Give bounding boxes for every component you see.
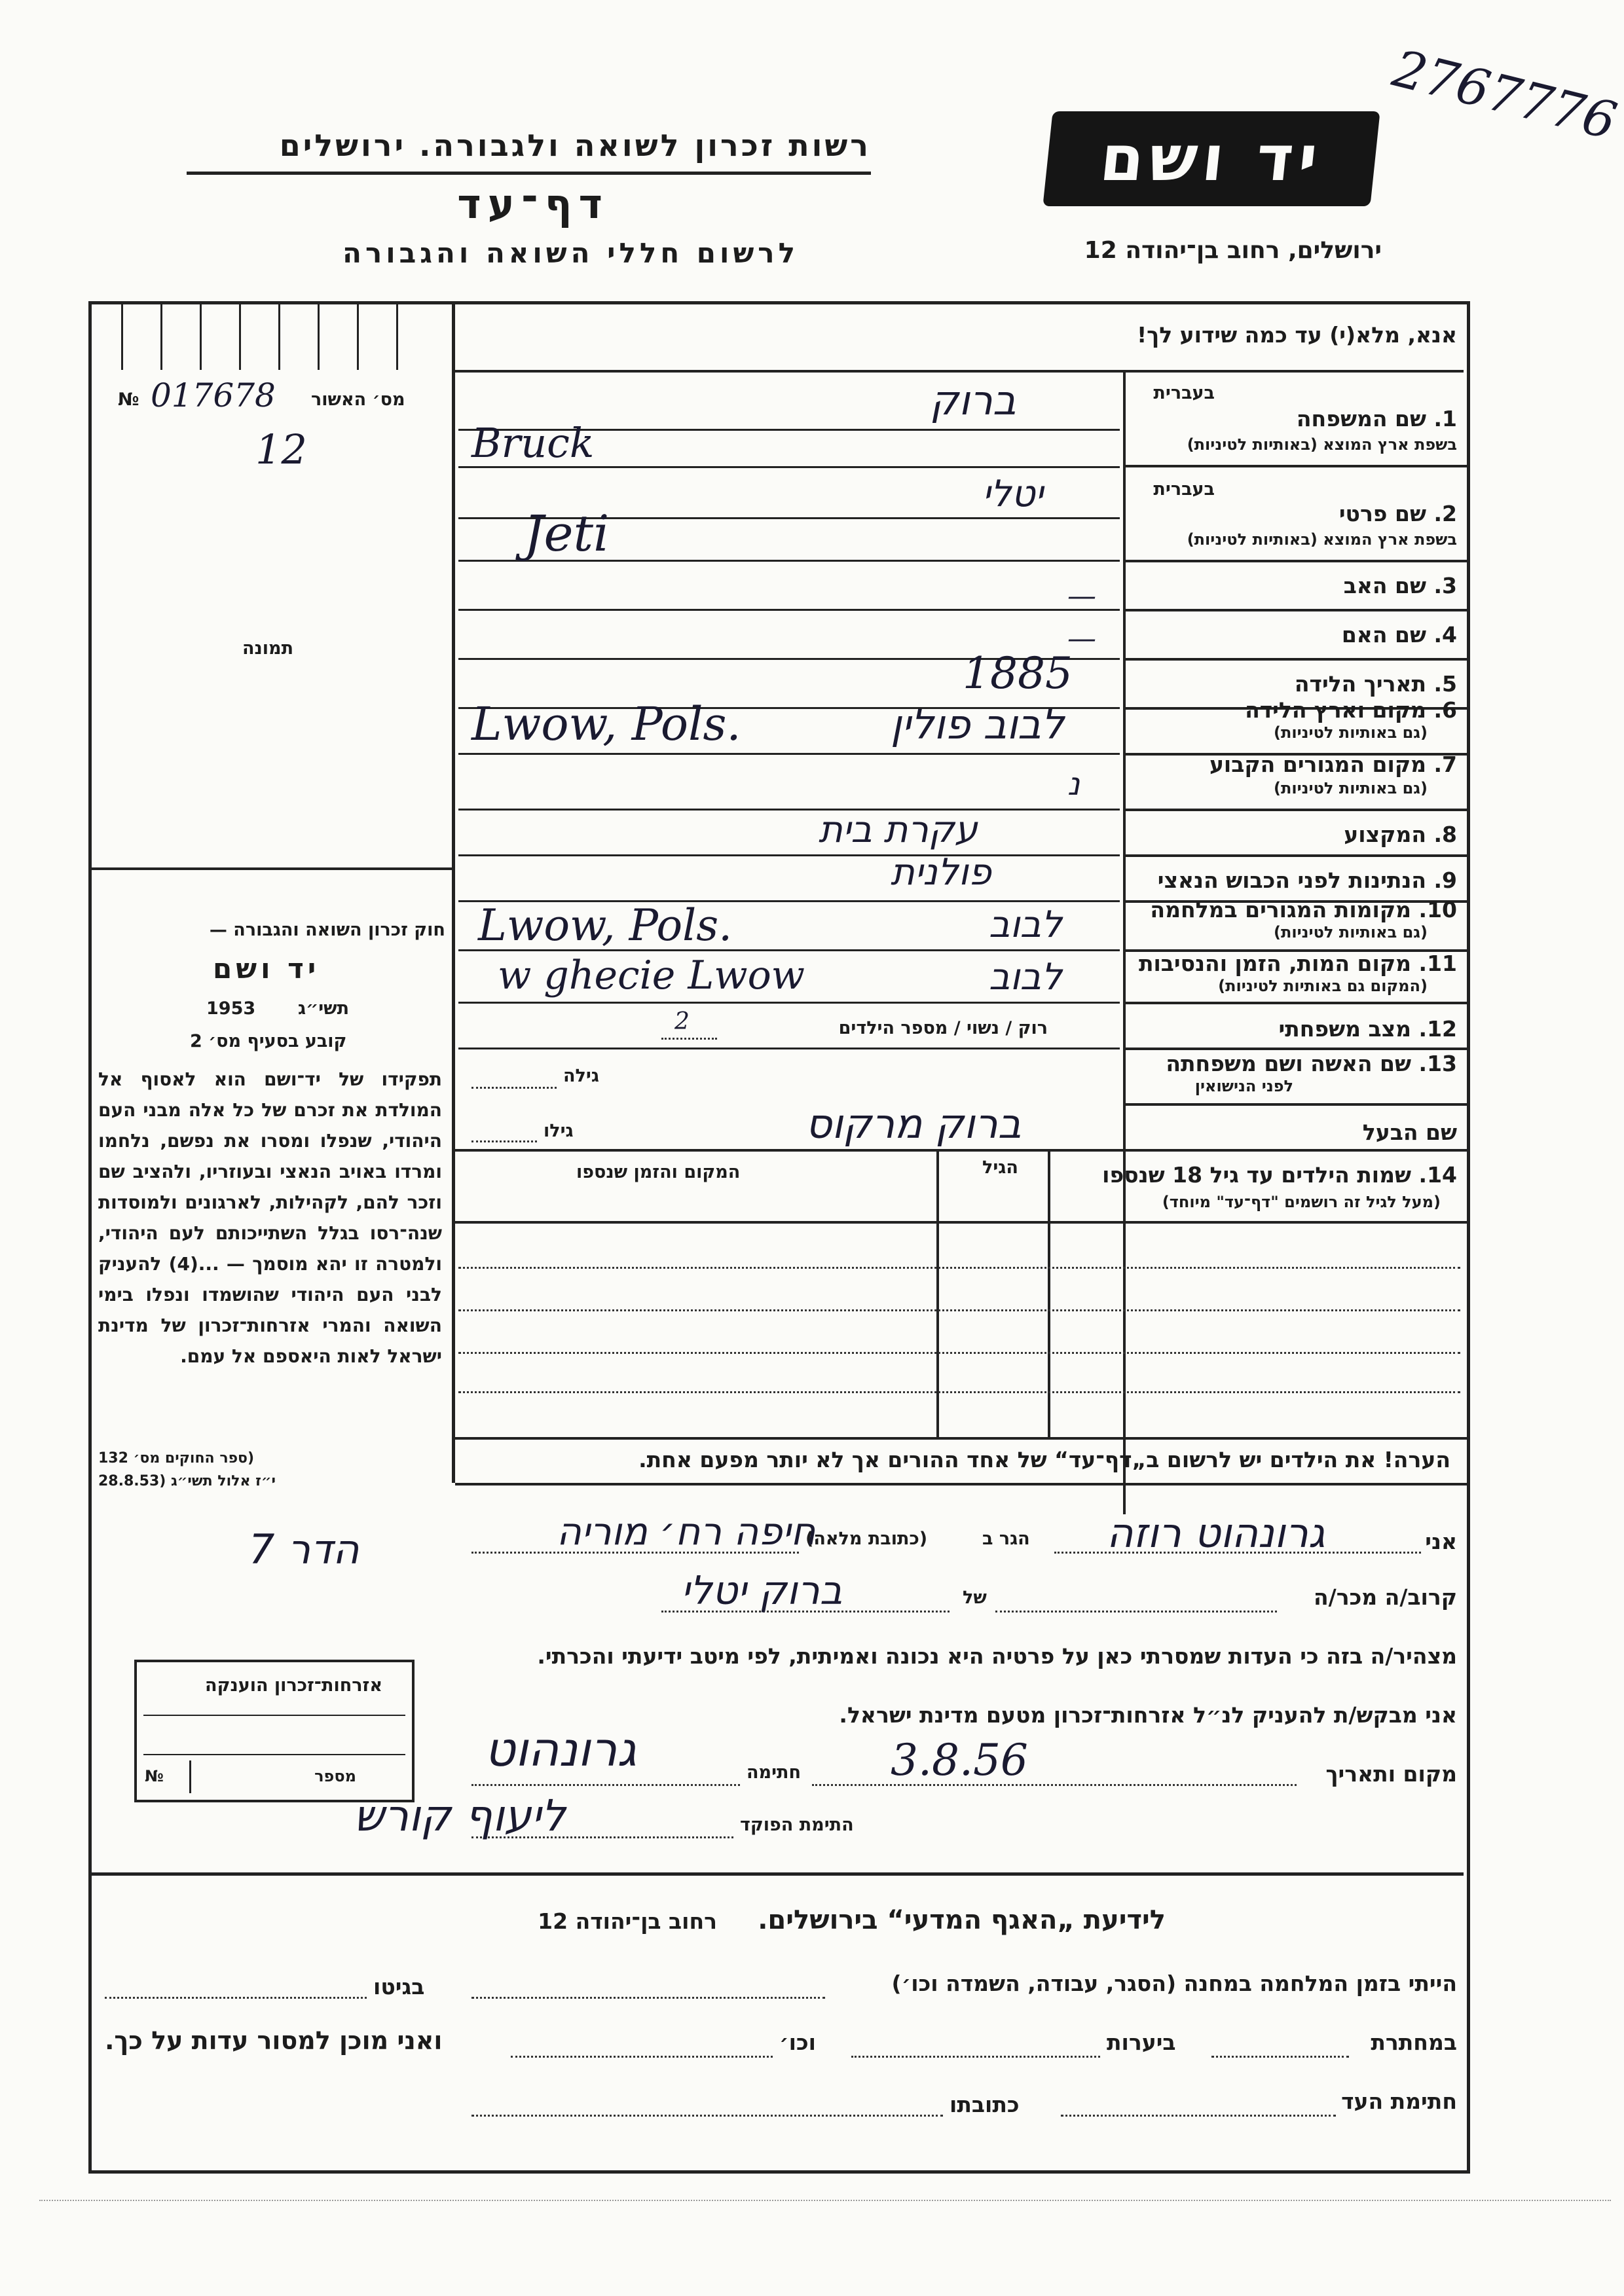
law-body-text: תפקידו של יד־ושם הוא לאסוף אל המולדת את זכרם של כל אלה מבני העם היהודי, שנפלו ומסרו את נפשם, נלחמו ומרדו באויב הנאצי ובעוזריו, ולהציב שם וזכר להם, לקהילות, לארגונים ולמוסדות שנה־רסו בגלל השתייכותם לעם היהודי, ולמטרה זו יהא מוסמך — ...(4) להעניק לבני העם היהודי שהושמדו ונפלו בימי השואה והמרי אזרחות־זכרון של מדינת ישראל לאות היאספם אל עמם. (98, 1068, 442, 1367)
footer-line2-c: וכו׳ (779, 2030, 816, 2055)
row-line (1123, 1002, 1467, 1004)
field6-value-lat: Lwow, Pols. (471, 697, 741, 751)
note: הערה! את הילדים יש לרשום ב„דף־עד“ של אחד ההורים אך לא יותר מפעם אחת. (638, 1447, 1450, 1472)
stub-line (200, 304, 202, 370)
decl-place-date-label: מקום ותאריך (1325, 1761, 1457, 1787)
field7-sub: (גם באותיות לטיניות) (1274, 779, 1428, 797)
footer-line1-end-dots (105, 1997, 367, 1999)
stub-line (396, 304, 398, 370)
field1-value-he: ברוק (930, 376, 1016, 424)
footer-title: לידיעת „האגף המדעי“ בירושלים. (758, 1905, 1166, 1935)
footer-line1-dots (471, 1997, 825, 1999)
law-box-top (92, 867, 452, 870)
law-year: 1953 (206, 998, 256, 1019)
law-section: קובע בסעיף מס׳ 2 (190, 1031, 347, 1051)
note-bottom (455, 1483, 1467, 1485)
field1-sub: בשפת ארץ המוצא (באותיות לטיניות) (1187, 435, 1457, 454)
row-line (1123, 609, 1467, 611)
footer-line1: הייתי בזמן המלחמה במחנה (הסגר, עבודה, השמדה וכו׳) (891, 1971, 1457, 1996)
field5-value: 1885 (963, 648, 1073, 699)
form-subtitle: לרשום חללי השואה והגבורה (342, 237, 799, 269)
field8-label: 8. המקצוע (1344, 822, 1457, 847)
field12-value: 2 (674, 1008, 690, 1035)
field13-sub: לפני הנישואין (1194, 1077, 1293, 1095)
children-dotted (458, 1267, 1460, 1269)
children-dotted (458, 1391, 1460, 1393)
decl-of-value: ברוק יטלי (681, 1568, 843, 1614)
footer-line2-a: במחתרת (1371, 2030, 1457, 2055)
left-column-divider (452, 304, 455, 1483)
age-dotted-line (471, 1087, 557, 1089)
decl-signature-line (471, 1784, 740, 1786)
husband-age-label: גילו (544, 1121, 574, 1141)
row-line (1123, 560, 1467, 562)
field4-label: 4. שם האם (1341, 622, 1457, 647)
children-dotted (458, 1352, 1460, 1354)
approval-suffix: 12 (255, 426, 307, 473)
children-row (455, 1221, 1467, 1224)
husband-value: ברוק מרקוס (805, 1100, 1022, 1148)
field2-sub: בשפת ארץ המוצא (באותיות לטיניות) (1187, 530, 1457, 549)
field12-label: 12. מצב משפחתי (1278, 1016, 1457, 1042)
archive-number: 2767776 (1387, 39, 1623, 152)
field3-value: — (1067, 579, 1096, 613)
footer-line3-a: חתימת העד (1341, 2088, 1457, 2114)
field6-label: 6. מקום וארץ הלידה (1245, 697, 1457, 723)
field2-hebrew-tag: בעברית (1153, 479, 1215, 500)
decl-officer-label: התימת הפוקד (740, 1815, 854, 1835)
footer-dots (511, 2056, 773, 2058)
footer-address: רחוב בן־יהודה 12 (538, 1908, 717, 1934)
law-heading: חוק זכרון השואה והגבורה — (209, 920, 445, 940)
footer-dots (851, 2056, 1100, 2058)
yad-vashem-logo (1043, 111, 1380, 206)
field6-sub: (גם באותיות לטיניות) (1274, 723, 1428, 742)
children-col-divider-2 (936, 1150, 939, 1438)
footer-separator (92, 1872, 1464, 1876)
value-line (458, 854, 1120, 856)
field10-sub: (גם באותיות לטיניות) (1274, 923, 1428, 941)
approval-no-prefix: № (118, 390, 139, 410)
form-title: דף־עד (457, 180, 609, 228)
scan-noise (39, 2200, 1611, 2201)
field2-value-he: יטלי (982, 473, 1044, 515)
row-line (1123, 465, 1467, 467)
value-line (458, 753, 1120, 755)
law-year-he: תשי״ג (298, 998, 350, 1019)
logo-text: יד ושם (1096, 122, 1327, 195)
field7-label: 7. מקום המגורים הקבוע (1209, 752, 1457, 777)
approval-label: מס׳ האשור (311, 390, 405, 410)
citizenship-line-2 (143, 1754, 405, 1755)
decl-signature: גרונהוט (485, 1722, 637, 1777)
field10-value-he: לבוב (989, 903, 1062, 946)
field11-value-lat: w ghecie Lwow (498, 953, 805, 998)
field11-label: 11. מקום המות, הזמן והנסיבות (1138, 951, 1457, 976)
field11-sub: (המקום גם באותיות לטיניות) (1218, 977, 1428, 995)
row-line (1123, 809, 1467, 811)
footer-line3-b: כתובתו (950, 2092, 1020, 2117)
children-bottom (455, 1437, 1467, 1440)
field12-options: רוק / נשוי / מספר הילדים (838, 1018, 1048, 1038)
photo-label: תמונה (242, 638, 294, 659)
authority-underline (187, 172, 871, 175)
field2-label: 2. שם פרטי (1338, 501, 1457, 526)
field1-label: 1. שם המשפחה (1296, 406, 1457, 431)
field3-label: 3. שם האב (1343, 573, 1457, 598)
field14-sub: (מעל לגיל זה רושמים "דף־עד" מיוחד) (1162, 1193, 1441, 1211)
law-logo: יד ושם (213, 953, 320, 985)
value-line (458, 1048, 1120, 1049)
footer-line2-b: ביערות (1107, 2030, 1176, 2055)
decl-place-date-line (812, 1784, 1297, 1786)
stub-line (239, 304, 241, 370)
citizenship-no-prefix: № (145, 1767, 164, 1785)
decl-address-label: (כתובת מלאה) (805, 1529, 928, 1549)
decl-address-extra: הדר 7 (249, 1525, 360, 1573)
col-age: הגיל (982, 1157, 1018, 1178)
field-label-divider (1123, 372, 1126, 1514)
field1-hebrew-tag: בעברית (1153, 383, 1215, 403)
stub-line (160, 304, 162, 370)
footer-dots (471, 2115, 943, 2117)
decl-address: חיפה רח׳ מוריה (557, 1509, 816, 1554)
authority-line: רשות זכרון לשואה ולגבורה. ירושלים (279, 128, 871, 163)
decl-signature-label: חתימה (747, 1762, 802, 1783)
field14-label: 14. שמות הילדים עד גיל 18 שנספו (1102, 1162, 1457, 1188)
value-line (458, 809, 1120, 811)
law-body (98, 1064, 442, 1372)
children-dotted (458, 1309, 1460, 1311)
header-address: ירושלים, רחוב בן־יהודה 12 (1084, 237, 1382, 264)
col-place-time: המקום והזמן שנספו (576, 1162, 741, 1182)
field7-value: נ (1067, 766, 1080, 803)
row-line (1123, 1103, 1467, 1106)
field10-label: 10. מקומות המגורים במלחמה (1150, 897, 1457, 922)
decl-resides-label: הגר ב (982, 1529, 1030, 1549)
value-line (458, 1002, 1120, 1004)
citizenship-box-title: אזרחות־זכרון הוענקה (205, 1675, 382, 1696)
law-citation-2: י״ז אלול תשי״ג (28.8.53 (98, 1473, 276, 1489)
row-line (1123, 658, 1467, 661)
children-col-divider-1 (1048, 1150, 1050, 1438)
husband-age-dotted-line (471, 1140, 537, 1142)
footer-line2-d: ואני מוכן למסור עדות על כך. (105, 2026, 443, 2055)
value-line (458, 609, 1120, 611)
field13-label: 13. שם האשה ושם משפחתה (1166, 1051, 1457, 1076)
decl-of-label: של (963, 1588, 987, 1608)
field10-value-lat: Lwow, Pols. (478, 900, 733, 951)
stub-line (278, 304, 280, 370)
decl-statement: מצהיר/ה בזה כי העדות שמסרתי כאן על פרטיה היא נכונה ואמיתית, לפי מיטב ידיעתי והכרתי. (537, 1643, 1457, 1669)
decl-officer: ליעוף קורש (354, 1791, 566, 1841)
husband-label: שם הבעל (1362, 1120, 1457, 1145)
footer-dots (1211, 2056, 1349, 2058)
citizenship-box (134, 1660, 415, 1802)
citizenship-line-1 (143, 1715, 405, 1716)
decl-date: 3.8.56 (891, 1735, 1028, 1785)
field8-value: עקרת בית (819, 809, 978, 851)
row-line (1123, 1048, 1467, 1050)
instruction-row-line (455, 370, 1464, 373)
citizenship-number-label: מספר (314, 1767, 356, 1785)
approval-number: 017678 (151, 376, 276, 414)
field2-value-lat: Jeti (524, 504, 610, 562)
decl-name: גרונהוט רוזה (1107, 1509, 1325, 1557)
decl-relation-line (995, 1611, 1277, 1613)
law-citation-1: (ספר החוקים מס׳ 132 (98, 1450, 255, 1467)
instruction: אנא, מלא(י) עד כמה שידוע לך! (1137, 322, 1457, 348)
field1-value-lat: Bruck (471, 419, 595, 467)
citizenship-divider (189, 1760, 191, 1793)
age-label: גילה (563, 1066, 599, 1086)
field5-label: 5. תאריך הלידה (1294, 671, 1457, 697)
stub-line (318, 304, 320, 370)
footer-line1-end: בגיטו (373, 1974, 425, 1999)
footer-dots (1061, 2115, 1336, 2117)
field9-label: 9. הנתינות לפני הכבוש הנאצי (1157, 867, 1457, 893)
field12-dotted-line (661, 1038, 717, 1040)
field6-value-he: לבוב פולין (891, 701, 1065, 748)
row-line (455, 1149, 1467, 1152)
decl-relation-label: קרוב/ה מכר/ה (1314, 1584, 1457, 1610)
field11-value-he: לבוב (989, 956, 1062, 998)
decl-i-label: אני (1425, 1529, 1457, 1554)
field4-value: — (1067, 622, 1096, 655)
decl-request: אני מבקש/ת להעניק לנ״ל אזרחות־זכרון מטעם מדינת ישראל. (839, 1702, 1457, 1728)
row-line (1123, 854, 1467, 857)
field9-value: פולנית (891, 851, 991, 894)
stub-line (121, 304, 123, 370)
stub-line (357, 304, 359, 370)
